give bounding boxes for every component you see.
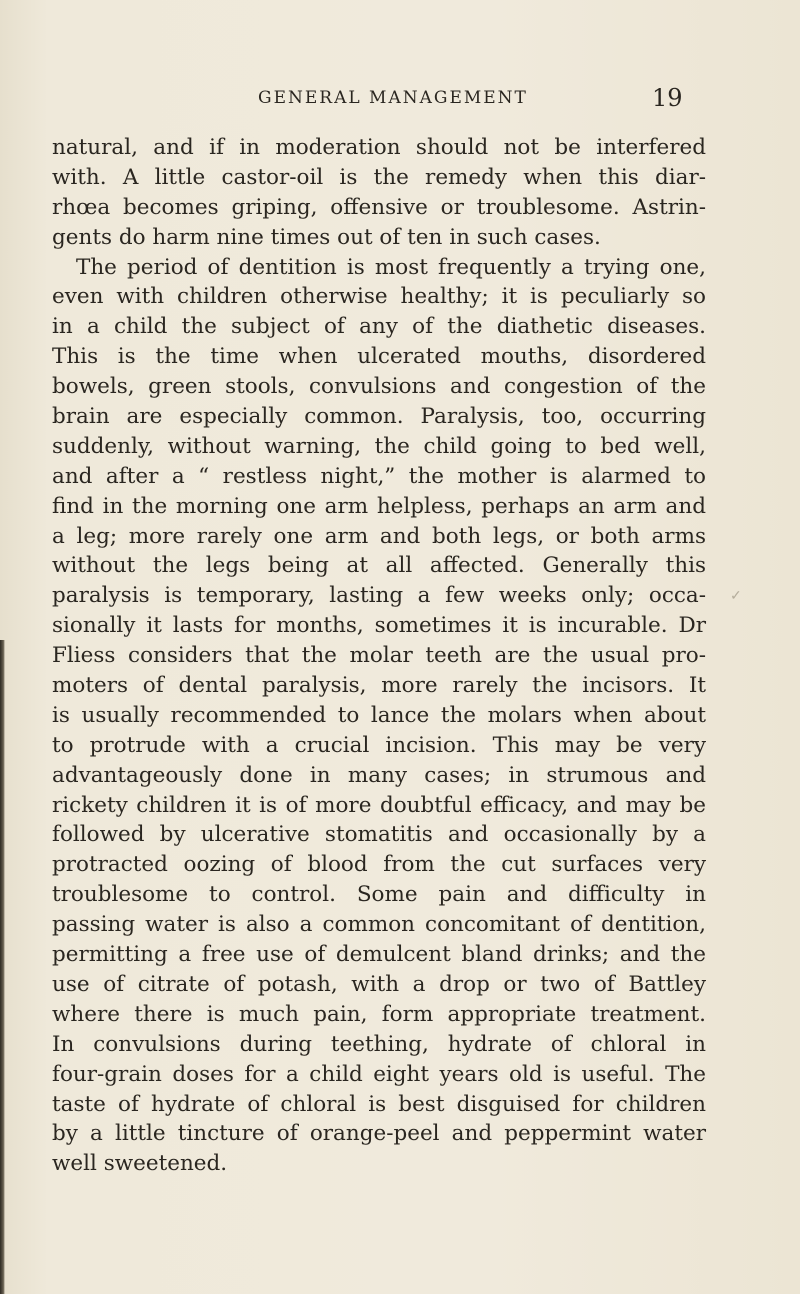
- text-line: use of citrate of potash, with a drop or two of Battley: [52, 971, 706, 997]
- text-line: rhœa becomes griping, offensive or troublesome. Astrin-: [52, 194, 706, 220]
- text-line: In convulsions during teething, hydrate of chloral in: [52, 1031, 706, 1057]
- text-line: rickety children it is of more doubtful efficacy, and may be: [52, 792, 706, 818]
- text-line: troublesome to control. Some pain and difficulty in: [52, 882, 706, 908]
- text-line: brain are especially common. Paralysis, too, occurring: [52, 404, 706, 430]
- text-line: Fliess considers that the molar teeth are the usual pro-: [52, 643, 706, 669]
- text-line: suddenly, without warning, the child going to bed well,: [52, 433, 706, 459]
- running-head: GENERAL MANAGEMENT: [258, 88, 528, 108]
- pencil-margin-mark: ✓: [730, 588, 742, 604]
- text-line: and after a “ restless night,” the mother is alarmed to: [52, 463, 706, 489]
- text-line: followed by ulcerative stomatitis and occasionally by a: [52, 822, 706, 848]
- page-header: [0, 84, 800, 114]
- text-line: to protrude with a crucial incision. This may be very: [52, 732, 706, 758]
- paragraph-start-line: The period of dentition is most frequently a trying one,: [76, 254, 706, 280]
- text-line: by a little tincture of orange-peel and peppermint water: [52, 1121, 706, 1147]
- text-line: with. A little castor-oil is the remedy when this diar-: [52, 164, 706, 190]
- page-number: 19: [652, 84, 683, 112]
- text-line: passing water is also a common concomitant of dentition,: [52, 912, 706, 938]
- text-line: find in the morning one arm helpless, perhaps an arm and: [52, 493, 706, 519]
- text-line: bowels, green stools, convulsions and congestion of the: [52, 374, 706, 400]
- text-line: gents do harm nine times out of ten in such cases.: [52, 224, 601, 250]
- page-gutter-shadow: [0, 640, 5, 1294]
- text-line: where there is much pain, form appropriate treatment.: [52, 1001, 706, 1027]
- text-line: permitting a free use of demulcent bland drinks; and the: [52, 942, 706, 968]
- text-line: This is the time when ulcerated mouths, disordered: [52, 344, 706, 370]
- text-line: four-grain doses for a child eight years old is useful. The: [52, 1061, 706, 1087]
- text-line: taste of hydrate of chloral is best disguised for children: [52, 1091, 706, 1117]
- text-line: without the legs being at all affected. Generally this: [52, 553, 706, 579]
- text-line: in a child the subject of any of the diathetic diseases.: [52, 314, 706, 340]
- text-line: well sweetened.: [52, 1151, 228, 1177]
- text-line: advantageously done in many cases; in strumous and: [52, 762, 706, 788]
- body-text: [52, 133, 706, 1179]
- text-line: a leg; more rarely one arm and both legs, or both arms: [52, 523, 706, 549]
- text-line: is usually recommended to lance the molars when about: [52, 702, 706, 728]
- text-line: protracted oozing of blood from the cut surfaces very: [52, 852, 706, 878]
- text-line: sionally it lasts for months, sometimes it is incurable. Dr: [52, 613, 706, 639]
- text-line: paralysis is temporary, lasting a few weeks only; occa-: [52, 583, 706, 609]
- text-line: natural, and if in moderation should not be interfered: [52, 135, 706, 160]
- text-line: moters of dental paralysis, more rarely the incisors. It: [52, 673, 706, 699]
- text-line: even with children otherwise healthy; it is peculiarly so: [52, 284, 706, 310]
